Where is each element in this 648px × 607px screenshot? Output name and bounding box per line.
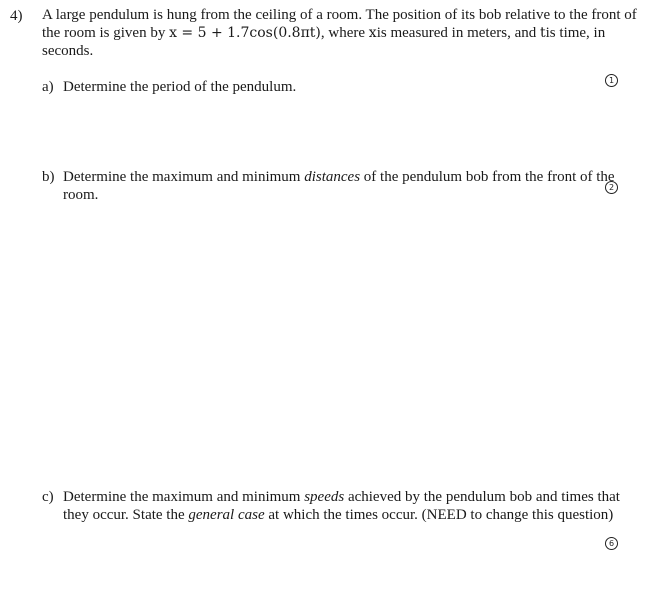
part-c-line-2-pre: they occur. State the xyxy=(63,507,189,523)
part-c-text-pre: Determine the maximum and minimum xyxy=(63,489,305,505)
position-equation: x = 5 + 1.7cos(0.8πt) xyxy=(169,25,321,41)
stem-line-2-pre: the room is given by xyxy=(42,25,170,41)
part-b-letter: b) xyxy=(42,169,55,185)
stem-line-1: A large pendulum is hung from the ceiling of a room. The position of its bob relative to the front of xyxy=(42,7,637,23)
part-c xyxy=(42,488,620,524)
stem-line-2 xyxy=(42,24,627,42)
part-c-emphasis: speeds xyxy=(304,489,345,505)
part-c-line-2-post: at which the times occur. (NEED to change this question) xyxy=(264,507,614,523)
variable-x: x xyxy=(368,25,377,41)
question-number: 4) xyxy=(10,8,23,24)
part-a-letter: a) xyxy=(42,79,54,95)
question-stem xyxy=(42,6,637,60)
part-c-line-2-emphasis: general case xyxy=(188,507,265,523)
part-a-marks-icon: 1 xyxy=(605,74,618,87)
part-b xyxy=(42,168,615,204)
stem-line-3: seconds. xyxy=(42,43,94,59)
part-c-marks-icon: 6 xyxy=(605,537,618,550)
part-b-line-2: room. xyxy=(63,187,99,203)
part-c-line-2 xyxy=(42,506,620,524)
part-b-text-post: of the pendulum bob from the front of the xyxy=(360,169,615,185)
stem-line-2-mid2: is measured in meters, and xyxy=(376,25,540,41)
part-b-marks-icon: 2 xyxy=(605,181,618,194)
part-b-text-pre: Determine the maximum and minimum xyxy=(63,169,305,185)
variable-t: t xyxy=(540,25,546,41)
part-c-text-post: achieved by the pendulum bob and times that xyxy=(344,489,620,505)
part-a-text: Determine the period of the pendulum. xyxy=(63,79,297,95)
part-a xyxy=(42,78,296,96)
part-c-letter: c) xyxy=(42,489,54,505)
stem-line-2-post: is time, in xyxy=(545,25,606,41)
part-b-emphasis: distances xyxy=(304,169,361,185)
stem-line-2-mid: , where xyxy=(320,25,369,41)
